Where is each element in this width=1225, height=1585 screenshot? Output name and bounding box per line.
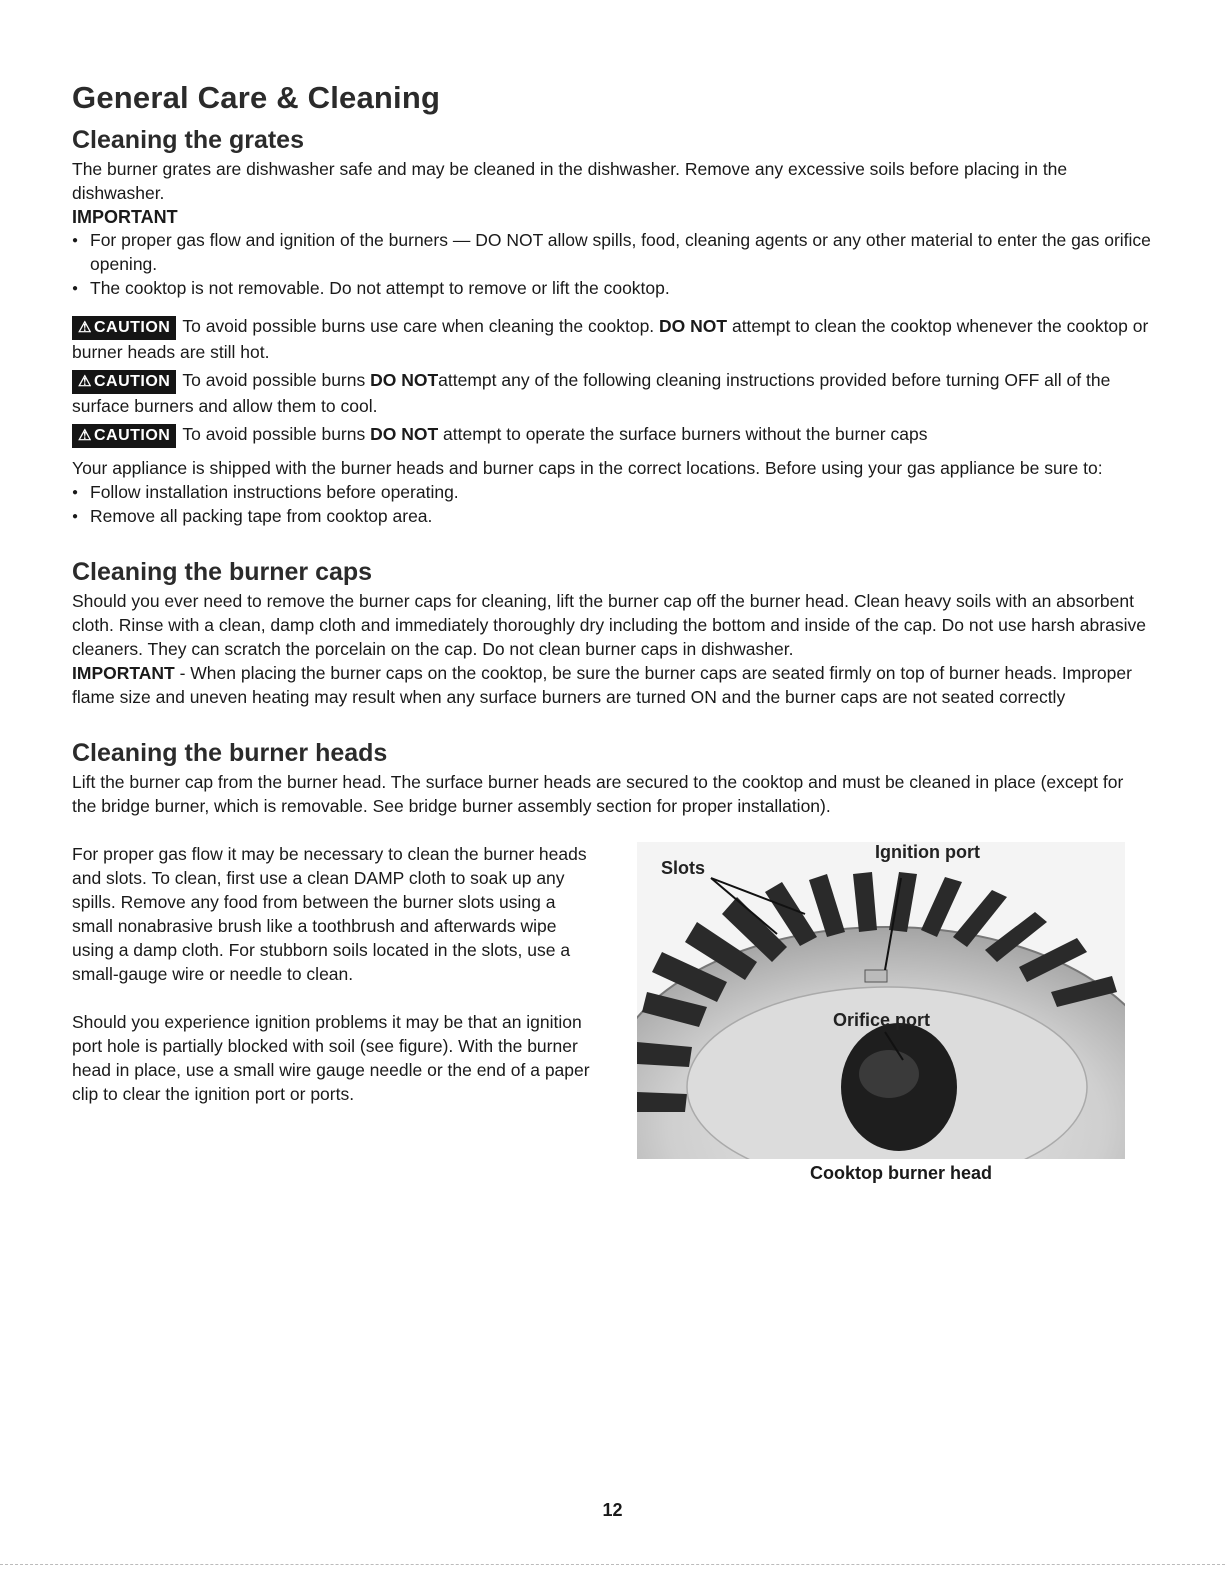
section-burner-caps — [72, 558, 1152, 709]
list-item: ● Remove all packing tape from cooktop area. — [72, 504, 1152, 528]
warning-triangle-icon: ⚠ — [78, 373, 92, 390]
burner-head-figure — [637, 842, 1125, 1184]
burner-head-illustration — [637, 842, 1125, 1159]
figure-caption: Cooktop burner head — [809, 1163, 992, 1183]
list-item: ● The cooktop is not removable. Do not attempt to remove or lift the cooktop. — [72, 276, 1152, 300]
slots-label: Slots — [661, 858, 706, 878]
shipped-text: Your appliance is shipped with the burner heads and burner caps in the correct locations. Before using your gas appliance be sure to: — [72, 458, 1103, 478]
page-bottom-divider — [0, 1564, 1225, 1565]
heads-intro: Lift the burner cap from the burner head. The surface burner heads are secured to the cooktop and must be cleaned in place (except for the bridge burner, which is removable. See bridge burner assembly section for proper installation). — [72, 772, 1124, 816]
caution-notice-1: ⚠ CAUTION To avoid possible burns use care when cleaning the cooktop. DO NOT attempt to clean the cooktop whenever the cooktop or burner heads are still hot. — [72, 316, 1149, 362]
page-number: 12 — [602, 1500, 623, 1520]
section-grates — [72, 126, 1152, 528]
burner-head-photo — [637, 842, 1125, 1159]
caps-heading: Cleaning the burner caps — [72, 558, 373, 586]
warning-triangle-icon: ⚠ — [78, 427, 92, 444]
heads-body — [72, 842, 1152, 1183]
caution-badge: ⚠ CAUTION — [72, 424, 176, 448]
ignition-port-label: Ignition port — [875, 842, 980, 862]
page-title: General Care & Cleaning — [72, 80, 441, 115]
caps-text: Should you ever need to remove the burner caps for cleaning, lift the burner cap off the burner head. Clean heavy soils with an absorbent cloth. Rinse with a clean, damp cloth and immediately thoroughly dry including the bottom and inside of the cap. Do not use harsh abrasive cleaners. They can scratch the porcelain on the cap. Do not clean burner caps in dishwasher. — [72, 591, 1146, 659]
heads-text-column — [72, 842, 592, 1130]
caution-badge: ⚠ CAUTION — [72, 316, 176, 340]
grates-important-list — [72, 228, 1152, 300]
heads-para-1: For proper gas flow it may be necessary to clean the burner heads and slots. To clean, first use a clean DAMP cloth to soak up any spills. Remove any food from between the burner slots using a small nonabrasive brush like a toothbrush and afterwards wipe using a damp cloth. For stubborn soils located in the slots, use a small-gauge wire or needle to clean. — [72, 844, 587, 984]
grates-heading: Cleaning the grates — [72, 126, 304, 154]
grates-important-label: IMPORTANT — [72, 207, 178, 227]
caution-notice-3: ⚠ CAUTION To avoid possible burns DO NOT attempt to operate the surface burners without the burner caps — [72, 422, 1152, 448]
heads-heading: Cleaning the burner heads — [72, 739, 388, 767]
orifice-port-label: Orifice port — [833, 1010, 931, 1030]
caps-important: IMPORTANT - When placing the burner caps on the cooktop, be sure the burner caps are seated firmly on top of burner heads. Improper flame size and uneven heating may result when any surface burners are turned ON and the burner caps are not seated correctly — [72, 663, 1132, 707]
caution-badge: ⚠ CAUTION — [72, 370, 176, 394]
warning-triangle-icon: ⚠ — [78, 319, 92, 336]
caution-notice-2: ⚠ CAUTION To avoid possible burns DO NOTattempt any of the following cleaning instructions provided before turning OFF all of the surface burners and allow them to cool. — [72, 370, 1111, 416]
list-item: ● Follow installation instructions before operating. — [72, 480, 1152, 504]
grates-intro: The burner grates are dishwasher safe and may be cleaned in the dishwasher. Remove any excessive soils before placing in the dishwasher. — [72, 159, 1068, 203]
heads-para-2: Should you experience ignition problems it may be that an ignition port hole is partially blocked with soil (see figure). With the burner head in place, use a small wire gauge needle or the end of a paper clip to clear the ignition port or ports. — [72, 1012, 590, 1104]
page-content — [72, 80, 1152, 1183]
section-burner-heads — [72, 739, 1152, 1183]
shipped-list — [72, 480, 1152, 528]
list-item: ● For proper gas flow and ignition of the burners — DO NOT allow spills, food, cleaning agents or any other material to enter the gas orifice opening. — [72, 228, 1152, 276]
